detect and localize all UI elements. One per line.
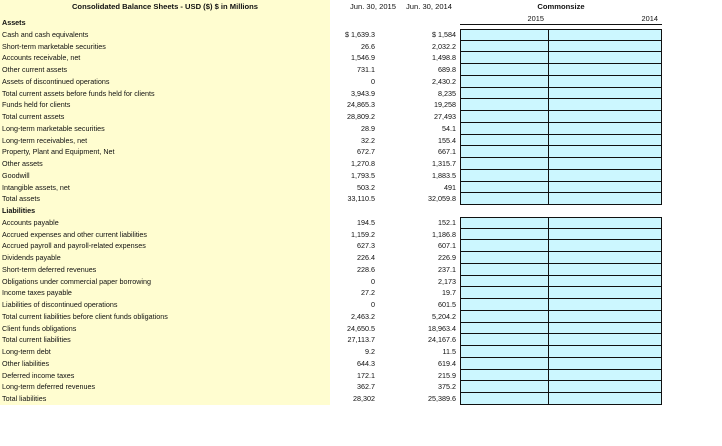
value-2014: 375.2 [438,382,456,392]
value-2014: 27,493 [434,112,456,121]
commonsize-input-2015[interactable] [460,370,549,382]
commonsize-input-2015[interactable] [460,299,549,311]
value-2014: 601.5 [438,300,456,309]
commonsize-input-2015[interactable] [460,346,549,358]
commonsize-input-2014[interactable] [548,334,662,346]
row-label: Goodwill [0,170,330,182]
commonsize-input-2015[interactable] [460,64,549,76]
commonsize-input-2015[interactable] [460,193,549,205]
commonsize-input-2014[interactable] [548,381,662,393]
commonsize-input-2014[interactable] [548,240,662,252]
value-2015: 0 [371,76,375,86]
table-row [0,123,722,135]
column-header-2014: Jun. 30, 2014 [400,0,458,17]
table-row [0,346,722,358]
value-2015: 26.6 [361,41,375,51]
row-label: Other assets [0,158,330,170]
value-2015: 27.2 [361,288,375,298]
value-2014: 226.9 [438,253,456,262]
value-2015: 24,865.3 [347,100,375,110]
commonsize-input-2014[interactable] [548,358,662,370]
value-2014: 491 [444,182,456,192]
value-2015: 33,110.5 [347,194,375,204]
row-label: Dividends payable [0,252,330,264]
table-row [0,393,722,405]
row-label: Long-term marketable securities [0,123,330,135]
table-row [0,264,722,276]
commonsize-input-2014[interactable] [548,111,662,123]
value-2015: 32.2 [361,135,375,145]
commonsize-input-2014[interactable] [548,41,662,53]
commonsize-input-2015[interactable] [460,170,549,182]
commonsize-input-2014[interactable] [548,88,662,100]
value-2014: 1,498.8 [432,53,456,63]
commonsize-input-2015[interactable] [460,111,549,123]
table-row [0,111,722,123]
value-2015: 1,159.2 [351,229,375,239]
commonsize-input-2015[interactable] [460,52,549,64]
value-2014: 5,204.2 [432,311,456,321]
table-row [0,205,722,217]
value-2014: 54.1 [442,123,456,133]
table-row [0,240,722,252]
table-row [0,381,722,393]
table-row [0,182,722,194]
table-row [0,41,722,53]
row-label: Other liabilities [0,358,330,370]
commonsize-input-2014[interactable] [548,146,662,158]
value-2015: 2,463.2 [351,311,375,321]
row-label: Short-term deferred revenues [0,264,330,276]
table-row [0,358,722,370]
table-row [0,29,722,41]
row-label: Long-term deferred revenues [0,381,330,393]
commonsize-input-2015[interactable] [460,311,549,323]
table-row [0,158,722,170]
value-2014: 152.1 [438,217,456,227]
commonsize-input-2014[interactable] [548,158,662,170]
row-label: Long-term debt [0,346,330,358]
table-row [0,370,722,382]
commonsize-input-2014[interactable] [548,323,662,335]
value-2014: $ 1,584 [432,29,456,39]
value-2014: 19,258 [434,100,456,110]
table-row [0,229,722,241]
commonsize-header-2014: 2014 [548,13,662,25]
section-heading: Assets [0,17,330,29]
value-2015: 9.2 [365,347,375,356]
row-label: Total assets [0,193,330,205]
table-row [0,170,722,182]
value-2015: 0 [371,300,375,309]
row-label: Total liabilities [0,393,330,405]
row-label: Short-term marketable securities [0,41,330,53]
row-label: Other current assets [0,64,330,76]
value-2014: 607.1 [438,241,456,251]
value-2015: 1,546.9 [351,53,375,63]
value-2015: 28,302 [353,394,375,403]
commonsize-input-2014[interactable] [548,64,662,76]
value-2015: 28.9 [361,123,375,133]
commonsize-input-2014[interactable] [548,99,662,111]
commonsize-input-2015[interactable] [460,158,549,170]
value-2014: 215.9 [438,370,456,380]
commonsize-input-2014[interactable] [548,135,662,147]
commonsize-input-2015[interactable] [460,217,549,229]
commonsize-input-2014[interactable] [548,76,662,88]
value-2015: 731.1 [357,65,375,74]
commonsize-input-2015[interactable] [460,334,549,346]
table-row [0,287,722,299]
commonsize-title: Commonsize [537,2,585,11]
value-2015: 362.7 [357,382,375,392]
table-row [0,276,722,288]
commonsize-input-2015[interactable] [460,264,549,276]
commonsize-header-2015: 2015 [460,13,548,25]
table-row [0,217,722,229]
commonsize-input-2015[interactable] [460,240,549,252]
commonsize-input-2014[interactable] [548,311,662,323]
section-heading: Liabilities [0,205,330,217]
value-2015: 3,943.9 [351,88,375,98]
commonsize-input-2014[interactable] [548,287,662,299]
value-2015: $ 1,639.3 [345,29,375,39]
commonsize-input-2014[interactable] [548,182,662,194]
commonsize-input-2014[interactable] [548,252,662,264]
value-2015: 672.7 [357,147,375,157]
row-label: Property, Plant and Equipment, Net [0,146,330,158]
value-2014: 1,186.8 [432,229,456,239]
value-2015: 172.1 [357,370,375,380]
value-2014: 32,059.8 [428,194,456,204]
value-2015: 1,270.8 [351,159,375,168]
commonsize-input-2015[interactable] [460,123,549,135]
row-label: Assets of discontinued operations [0,76,330,88]
value-2014: 1,883.5 [432,170,456,180]
commonsize-input-2015[interactable] [460,358,549,370]
commonsize-input-2015[interactable] [460,146,549,158]
row-label: Accounts payable [0,217,330,229]
row-label: Accrued payroll and payroll-related expenses [0,240,330,252]
value-2014: 25,389.6 [428,394,456,403]
table-row [0,52,722,64]
row-label: Total current liabilities [0,334,330,346]
value-2014: 2,173 [438,276,456,286]
commonsize-input-2014[interactable] [548,193,662,205]
commonsize-input-2014[interactable] [548,370,662,382]
commonsize-input-2015[interactable] [460,41,549,53]
commonsize-input-2014[interactable] [548,52,662,64]
commonsize-input-2014[interactable] [548,229,662,241]
value-2015: 503.2 [357,182,375,192]
row-label: Deferred income taxes [0,370,330,382]
table-row [0,146,722,158]
value-2014: 24,167.6 [428,335,456,345]
value-2014: 1,315.7 [432,159,456,168]
row-label: Accounts receivable, net [0,52,330,64]
value-2015: 228.6 [357,264,375,274]
value-2015: 28,809.2 [347,112,375,121]
row-label: Funds held for clients [0,99,330,111]
value-2014: 18,963.4 [428,323,456,333]
value-2015: 627.3 [357,241,375,251]
row-label: Intangible assets, net [0,182,330,194]
row-label: Accrued expenses and other current liabilities [0,229,330,241]
commonsize-input-2014[interactable] [548,276,662,288]
commonsize-input-2015[interactable] [460,252,549,264]
table-row [0,76,722,88]
commonsize-input-2014[interactable] [548,29,662,41]
table-row [0,299,722,311]
table-row [0,323,722,335]
value-2014: 8,235 [438,88,456,98]
row-label: Obligations under commercial paper borrowing [0,276,330,288]
commonsize-input-2015[interactable] [460,88,549,100]
value-2015: 0 [371,276,375,286]
value-2014: 2,032.2 [432,41,456,51]
column-header-2015: Jun. 30, 2015 [330,0,400,17]
value-2015: 226.4 [357,253,375,262]
commonsize-input-2015[interactable] [460,287,549,299]
row-label: Liabilities of discontinued operations [0,299,330,311]
commonsize-input-2015[interactable] [460,276,549,288]
commonsize-input-2015[interactable] [460,393,549,405]
table-row [0,252,722,264]
value-2014: 11.5 [442,347,456,356]
value-2015: 24,650.5 [347,323,375,333]
value-2014: 237.1 [438,264,456,274]
row-label: Total current liabilities before client funds obligations [0,311,330,323]
commonsize-input-2015[interactable] [460,29,549,41]
table-row [0,88,722,100]
commonsize-input-2014[interactable] [548,170,662,182]
commonsize-input-2015[interactable] [460,135,549,147]
commonsize-input-2015[interactable] [460,323,549,335]
commonsize-input-2015[interactable] [460,76,549,88]
table-row [0,17,722,29]
row-label: Client funds obligations [0,323,330,335]
commonsize-input-2014[interactable] [548,299,662,311]
value-2014: 619.4 [438,358,456,368]
commonsize-input-2014[interactable] [548,346,662,358]
commonsize-input-2014[interactable] [548,393,662,405]
row-label: Cash and cash equivalents [0,29,330,41]
table-row [0,193,722,205]
value-2014: 2,430.2 [432,76,456,86]
commonsize-input-2014[interactable] [548,264,662,276]
value-2014: 667.1 [438,147,456,157]
value-2014: 155.4 [438,135,456,145]
value-2014: 19.7 [442,288,456,298]
row-label: Long-term receivables, net [0,135,330,147]
value-2015: 194.5 [357,217,375,227]
commonsize-input-2014[interactable] [548,217,662,229]
commonsize-input-2015[interactable] [460,182,549,194]
value-2015: 644.3 [357,358,375,368]
table-row [0,135,722,147]
commonsize-input-2015[interactable] [460,381,549,393]
table-row [0,99,722,111]
commonsize-input-2015[interactable] [460,99,549,111]
commonsize-input-2015[interactable] [460,229,549,241]
table-row [0,311,722,323]
table-title: Consolidated Balance Sheets - USD ($) $ in Millions [0,0,330,17]
table-row [0,64,722,76]
row-label: Total current assets [0,111,330,123]
value-2015: 27,113.7 [347,335,375,345]
table-row [0,334,722,346]
value-2014: 689.8 [438,65,456,74]
table-body [0,17,722,405]
row-label: Income taxes payable [0,287,330,299]
commonsize-input-2014[interactable] [548,123,662,135]
row-label: Total current assets before funds held for clients [0,88,330,100]
value-2015: 1,793.5 [351,170,375,180]
